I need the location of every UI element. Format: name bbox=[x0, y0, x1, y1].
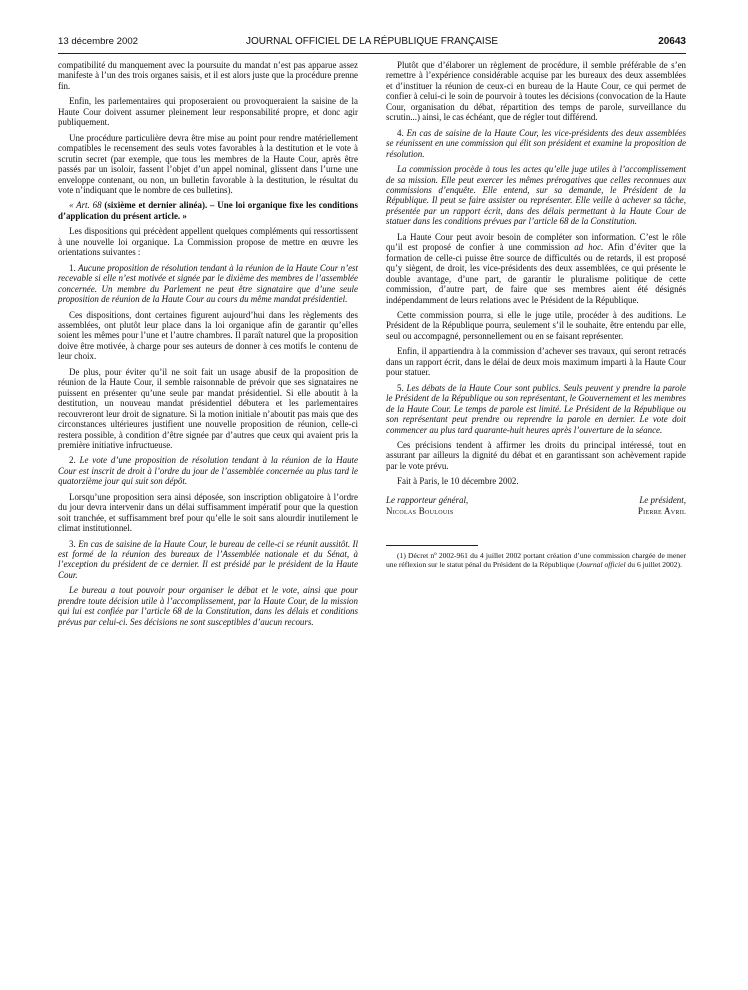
signature-role-text: Le rapporteur général, bbox=[386, 494, 469, 505]
text-run-italic: ad hoc. bbox=[574, 242, 604, 253]
proposal-number: 3. bbox=[69, 538, 79, 549]
footnote bbox=[386, 552, 686, 570]
proposal-continuation bbox=[58, 585, 358, 627]
proposal-number: 4. bbox=[397, 127, 407, 138]
article-heading bbox=[58, 200, 358, 221]
proposal-text: Aucune proposition de résolution tendant à la réunion de la Haute Cour n’est recevable si elle n’est motivée et signée par le dixième des membres de l’assemblée concernée. Un membre du Parlement ne peut être signataire que d’une seule proposition de réunion de la Haute Cour au cours du même mandat présidentiel. bbox=[58, 262, 359, 305]
paragraph: Les dispositions qui précèdent appellent quelques compléments qui ressortissent à une nouvelle loi organique. La Commission propose de mettre en œuvre les orientations suivantes : bbox=[58, 226, 358, 258]
numbered-proposal bbox=[58, 455, 358, 486]
text-run: La Haute Cour peut avoir besoin de compléter son information. C’est le rôle qu’il est proposé de confier à une commission bbox=[386, 231, 686, 253]
signature-role-text: Le président, bbox=[639, 494, 686, 505]
signature-role bbox=[386, 495, 468, 506]
proposal-continuation bbox=[386, 164, 686, 227]
signature-name: Nicolas Boulouis bbox=[386, 505, 454, 516]
proposal-text: La commission procède à tous les actes qu’elle juge utiles à l’accomplissement de sa mission. Elle peut exercer les mêmes prérogatives que celles reconnues aux commissions d’enquête. Elle entend, sur sa demande, le Président de la République. Il peut se faire assister ou représenter. Elle veille à achever sa tâche, présentée par un rapport écrit, dans des délais permettant à la Haute Cour de statuer dans les conditions prévues par l’article 68 de la Constitution. bbox=[386, 164, 686, 227]
footnote-text: (1) Décret nº 2002-961 du 4 juillet 2002 portant création d’une commission chargée de mener une réflexion sur le statut pénal du Président de la République ( bbox=[386, 550, 686, 569]
paragraph: Ces dispositions, dont certaines figurent aujourd’hui dans les règlements des assemblées, ont plutôt leur place dans la loi organique afin de garantir qu’elles soient les mêmes pour l’une et l’autre chambres. Il paraît naturel que la proposition doive être motivée, à charge pour ses auteurs de donner à ces motifs le contenu de leur choix. bbox=[58, 309, 358, 362]
header-date: 13 décembre 2002 bbox=[58, 36, 139, 47]
text-run: Afin d’éviter que la formation de celle-ci puisse être source de difficultés ou de retards, il est proposé qu’y siègent, de droit, les vice-présidents des deux assemblées, ce qui présente le double avantage, d’une part, de garantir le pluralisme politique de cette commission, d’autre part, de faire que ses membres aient été désignés indépendamment de leurs relations avec le Président de la République. bbox=[386, 242, 686, 305]
paragraph: Plutôt que d’élaborer un règlement de procédure, il semble préférable de s’en remettre à l’expérience considérable acquise par les bureaux des deux assemblées et d’instituer la réunion de ceux-ci en bureau de la Haute Cour, ce qui permet de confier à celui-ci le soin de pourvoir à toutes les décisions (convocation de la Haute Cour, organisation du débat, répartition des temps de parole, surveillance du scrutin...) ainsi, le cas échéant, que de régler tout différend. bbox=[386, 60, 686, 123]
footnote-rule bbox=[386, 545, 478, 546]
numbered-proposal bbox=[58, 263, 358, 305]
paragraph: Cette commission pourra, si elle le juge utile, procéder à des auditions. Le Président de la République pourra, seulement s’il le souhaite, être entendu par elle, seul ou accompagné, personnellement ou en se faisant représenter. bbox=[386, 309, 686, 341]
paragraph: De plus, pour éviter qu’il ne soit fait un usage abusif de la proposition de réunion de la Haute Cour, il semble raisonnable de prévoir que ses signataires ne puissent en présenter qu’une seule par mandat présidentiel. Si elle aboutit à la destitution, un nouveau mandat présidentiel débutera et les parlementaires recouvreront leur droit de signature. Si la motion initiale n’aboutit pas mais que des circonstances ultérieures justifient une nouvelle proposition de réunion, celle-ci restera possible, à condition d’être signée par d’autres que ceux qui avaient pris la première initiative infructueuse. bbox=[58, 366, 358, 450]
paragraph bbox=[386, 232, 686, 305]
right-column bbox=[386, 60, 686, 575]
signature-left bbox=[386, 495, 468, 517]
proposal-number: 5. bbox=[397, 382, 407, 393]
numbered-proposal bbox=[386, 383, 686, 435]
proposal-text: En cas de saisine de la Haute Cour, le bureau de celle-ci se réunit aussitôt. Il est formé de la réunion des bureaux de l’Assemblée nationale et du Sénat, à l’exception du président de ce dernier. Il est présidé par le président de la Haute Cour. bbox=[58, 538, 359, 580]
signature-block bbox=[386, 495, 686, 517]
proposal-text: Les débats de la Haute Cour sont publics. Seuls peuvent y prendre la parole le Président de la République ou son représentant, le Gouvernement et les membres de la Haute Cour. Le temps de parole est limité. Le Président de la République ou son représentant peut prendre ou reprendre la parole en dernier. Le vote doit commencer au plus tard quarante-huit heures après l’ouverture de la séance. bbox=[386, 382, 687, 435]
article-text: (sixième et dernier alinéa). – Une loi organique fixe les conditions d’application du présent article. » bbox=[58, 200, 359, 221]
numbered-proposal bbox=[58, 539, 358, 581]
paragraph: Ces précisions tendent à affirmer les droits du principal intéressé, tout en assurant par ailleurs la dignité du débat et en garantissant son achèvement rapide par le vote prévu. bbox=[386, 439, 686, 471]
header-page-number: 20643 bbox=[658, 36, 686, 47]
place-date: Fait à Paris, le 10 décembre 2002. bbox=[397, 476, 519, 487]
paragraph: compatibilité du manquement avec la poursuite du mandat n’est pas apparue assez manifeste à l’un des trois organes saisis, et il est alors juste que la procédure prenne fin. bbox=[58, 60, 358, 91]
signature-right bbox=[638, 495, 686, 517]
proposal-text: Le vote d’une proposition de résolution tendant à la réunion de la Haute Cour est inscrit de droit à l’ordre du jour de l’assemblée concernée au plus tard le quatorzième jour qui suit son dépôt. bbox=[58, 455, 358, 487]
header-title: JOURNAL OFFICIEL DE LA RÉPUBLIQUE FRANÇAISE bbox=[245, 36, 499, 47]
proposal-text: En cas de saisine de la Haute Cour, les vice-présidents des deux assemblées se réunissent en une commission qui élit son président et examine la proposition de résolution. bbox=[386, 127, 686, 159]
proposal-number: 1. bbox=[69, 262, 79, 273]
paragraph: Enfin, il appartiendra à la commission d’achever ses travaux, qui seront retracés dans un rapport écrit, dans le délai de deux mois maximum imparti à la Haute Cour pour statuer. bbox=[386, 346, 686, 378]
paragraph: Lorsqu’une proposition sera ainsi déposée, son inscription obligatoire à l’ordre du jour devra intervenir dans un délai suffisamment impératif pour que la question soit tranchée, et suffisamment bref pour qu’elle le soit sans alourdir inutilement le climat institutionnel. bbox=[58, 491, 358, 534]
paragraph: Enfin, les parlementaires qui proposeraient ou provoqueraient la saisine de la Haute Cour doivent assumer pleinement leur responsabilité propre, et donc agir publiquement. bbox=[58, 96, 358, 128]
page-header bbox=[58, 36, 686, 50]
proposal-text: Le bureau a tout pouvoir pour organiser le débat et le vote, ainsi que pour prendre toute décision utile à l’accomplissement, par la Haute Cour, de la mission qui lui est confiée par l’article 68 de la Constitution, dans les délais et conditions prévus par celui-ci. Ses décisions ne sont susceptibles d’aucun recours. bbox=[58, 585, 358, 627]
footnote-text: du 6 juillet 2002). bbox=[625, 559, 682, 569]
left-column bbox=[58, 60, 358, 632]
signature-role bbox=[638, 495, 686, 506]
signature-name: Pierre Avril bbox=[637, 505, 686, 516]
proposal-number: 2. bbox=[69, 455, 80, 466]
article-ref: « Art. 68 bbox=[69, 200, 102, 211]
paragraph: Une procédure particulière devra être mise au point pour rendre matériellement compatibles le recensement des seuls votes favorables à la destitution et le vote à scrutin secret (par exemple, que tous les membres de la Haute Cour, après être passés par un isoloir, fassent l’objet d’un appel nominal, glissent dans l’urne une enveloppe contenant, ou non, un bulletin favorable à la destitution, le résultat du vote n’indiquant que le nombre de ces bulletins). bbox=[58, 132, 358, 195]
footnote-text-italic: Journal officiel bbox=[578, 559, 626, 569]
header-rule bbox=[58, 53, 686, 54]
numbered-proposal bbox=[386, 128, 686, 159]
